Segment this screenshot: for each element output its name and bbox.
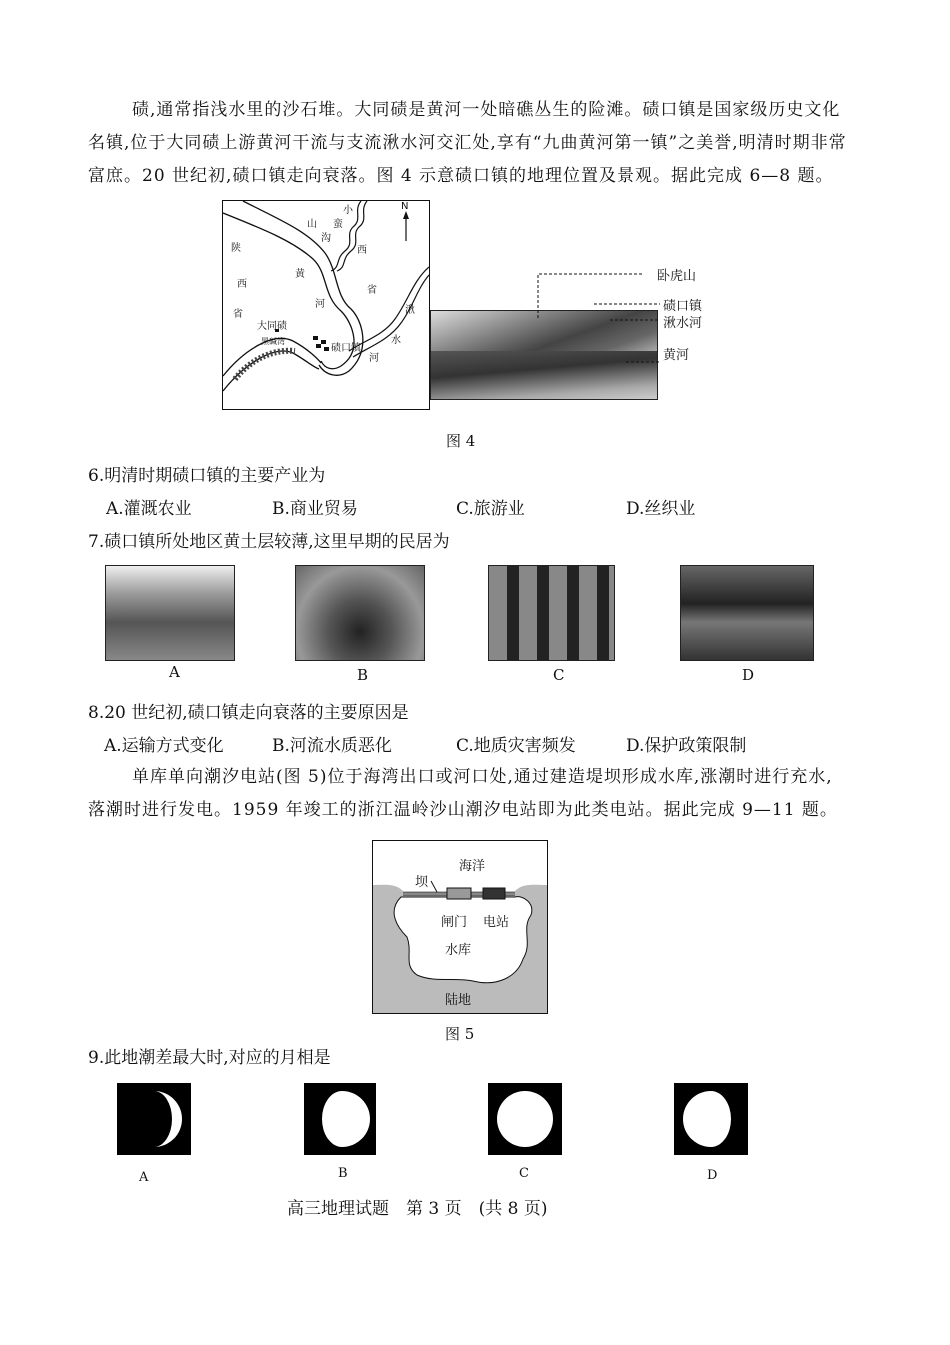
label-yellow-river: 黄河 bbox=[663, 348, 690, 363]
heishaowan-label: 黑碱湾 bbox=[261, 337, 285, 346]
q7-option-b: B bbox=[357, 666, 369, 684]
shanxi-char-2: 省 bbox=[367, 285, 377, 296]
q7-photo-c bbox=[488, 565, 615, 661]
q9-option-b: B bbox=[338, 1166, 348, 1181]
moon-d-icon bbox=[674, 1083, 748, 1155]
shanxi-extra: 山 bbox=[307, 219, 317, 230]
page-footer: 高三地理试题 第 3 页 (共 8 页) bbox=[287, 1199, 548, 1219]
qiushui-char-1: 湫 bbox=[405, 305, 415, 316]
q7-photo-b bbox=[295, 565, 425, 661]
moon-b-icon bbox=[304, 1083, 376, 1155]
qiushui-char-2: 水 bbox=[391, 335, 401, 346]
label-wohushan: 卧虎山 bbox=[657, 269, 697, 284]
fig5-ocean-label: 海洋 bbox=[459, 859, 486, 874]
moon-c-icon bbox=[488, 1083, 562, 1155]
moon-phase-a bbox=[117, 1083, 191, 1155]
moon-phase-d bbox=[674, 1083, 748, 1155]
q6-option-c: C.旅游业 bbox=[456, 499, 525, 519]
q8-option-d: D.保护政策限制 bbox=[626, 736, 747, 756]
q7-photo-a bbox=[105, 565, 235, 661]
q8-stem: 8.20 世纪初,碛口镇走向衰落的主要原因是 bbox=[88, 703, 409, 723]
q7-photo-d bbox=[680, 565, 814, 661]
figure-4-caption: 图 4 bbox=[446, 432, 476, 450]
q7-stem: 7.碛口镇所处地区黄土层较薄,这里早期的民居为 bbox=[88, 532, 450, 552]
intro2-paragraph: 单库单向潮汐电站(图 5)位于海湾出口或河口处,通过建造堤坝形成水库,涨潮时进行充水,落潮时进行发电。1959 年竣工的浙江温岭沙山潮汐电站即为此类电站。据此完成 9—11 题。 bbox=[88, 767, 838, 820]
q6-option-b: B.商业贸易 bbox=[272, 499, 358, 519]
figure-5 bbox=[372, 840, 548, 1014]
gully-char-2: 蛮 bbox=[333, 219, 343, 230]
qikou-map-label: 碛口镇 bbox=[331, 343, 361, 354]
fig5-land-label: 陆地 bbox=[445, 993, 472, 1008]
photo-leader-lines bbox=[530, 260, 670, 370]
figure-5-caption: 图 5 bbox=[445, 1025, 475, 1043]
q8-option-b: B.河流水质恶化 bbox=[272, 736, 392, 756]
moon-a-icon bbox=[117, 1083, 191, 1155]
shaanxi-char-3: 省 bbox=[233, 309, 243, 320]
q6-option-d: D.丝织业 bbox=[626, 499, 696, 519]
fig5-reservoir-label: 水库 bbox=[445, 943, 472, 958]
q9-stem: 9.此地潮差最大时,对应的月相是 bbox=[88, 1048, 331, 1068]
label-qikou: 碛口镇 bbox=[663, 299, 703, 314]
q6-stem: 6.明清时期碛口镇的主要产业为 bbox=[88, 466, 326, 486]
q8-option-c: C.地质灾害频发 bbox=[456, 736, 576, 756]
shanxi-char-1: 西 bbox=[357, 245, 367, 256]
yellow-river-char-1: 黄 bbox=[295, 269, 305, 280]
q6-option-a: A.灌溉农业 bbox=[106, 499, 192, 519]
gully-char-3: 沟 bbox=[321, 233, 331, 244]
moon-phase-c bbox=[488, 1083, 562, 1155]
figure-4-map bbox=[222, 200, 430, 410]
q7-option-d: D bbox=[742, 666, 755, 684]
yellow-river-char-2: 河 bbox=[315, 299, 325, 310]
q7-option-a: A bbox=[169, 663, 180, 681]
shaanxi-char-2: 西 bbox=[237, 279, 247, 290]
datongqi-label: 大同碛 bbox=[257, 321, 287, 332]
fig5-station-label: 电站 bbox=[483, 915, 510, 930]
fig5-dam-label: 坝 bbox=[415, 875, 429, 890]
shaanxi-char-1: 陕 bbox=[231, 243, 241, 254]
q8-option-a: A.运输方式变化 bbox=[104, 736, 224, 756]
q9-option-a: A bbox=[139, 1170, 149, 1185]
q7-option-c: C bbox=[553, 666, 565, 684]
gully-char-1: 小 bbox=[343, 205, 353, 216]
qiushui-char-3: 河 bbox=[369, 353, 379, 364]
fig5-gate-label: 闸门 bbox=[441, 915, 468, 930]
q9-option-c: C bbox=[519, 1166, 529, 1181]
intro-paragraph: 碛,通常指浅水里的沙石堆。大同碛是黄河一处暗礁丛生的险滩。碛口镇是国家级历史文化名镇,位于大同碛上游黄河干流与支流湫水河交汇处,享有“九曲黄河第一镇”之美誉,明清时期非常富庶。20 世纪初,碛口镇走向衰落。图 4 示意碛口镇的地理位置及景观。据此完成 6—8 题。 bbox=[88, 100, 847, 186]
moon-phase-b bbox=[304, 1083, 376, 1155]
q9-option-d: D bbox=[707, 1168, 718, 1183]
label-qiushui: 湫水河 bbox=[663, 316, 703, 331]
north-label: N bbox=[401, 201, 409, 212]
